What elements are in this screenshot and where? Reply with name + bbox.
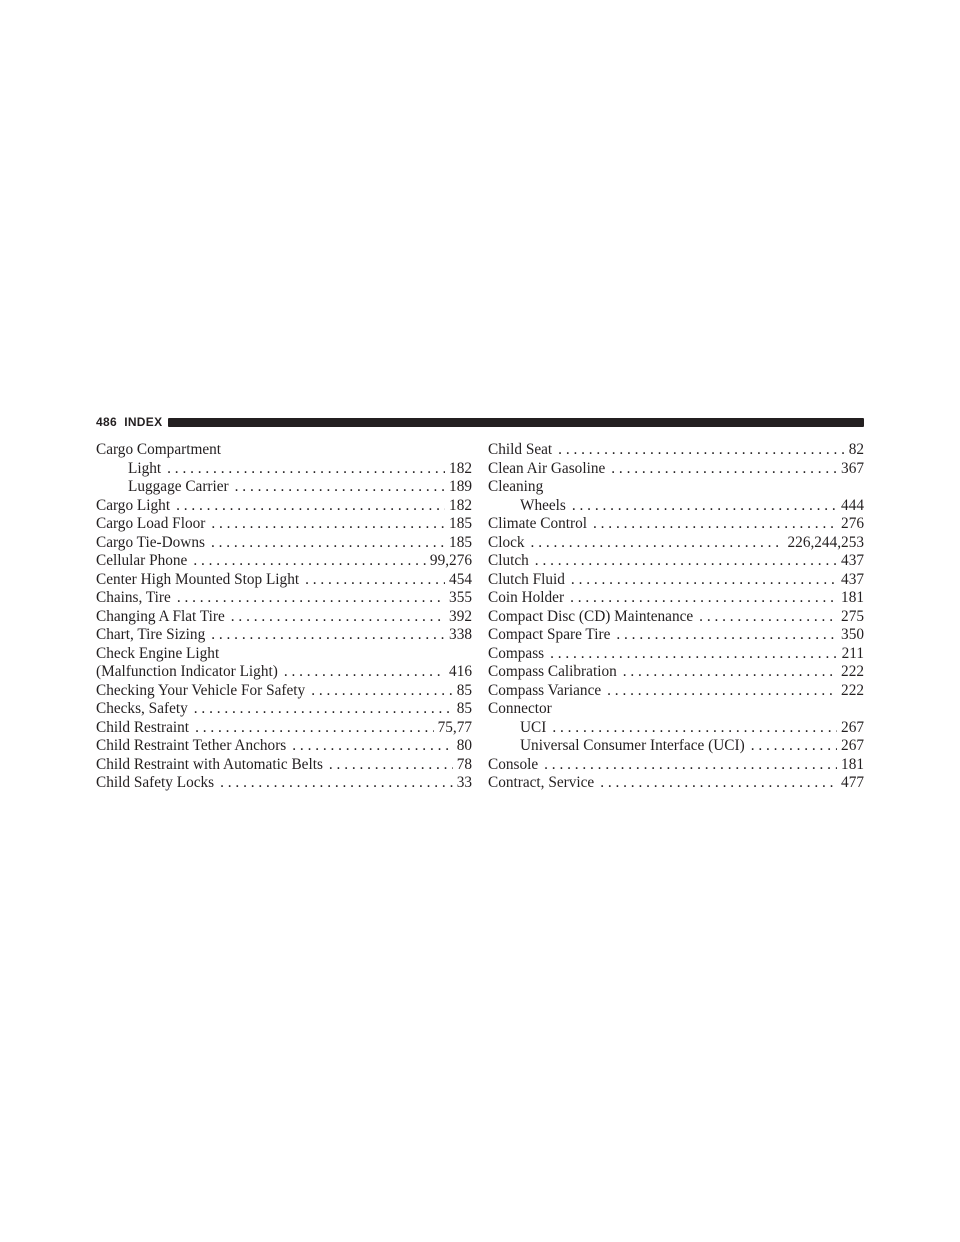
index-entry (488, 460, 864, 479)
index-entry-term: Light (128, 459, 162, 477)
index-entry-term: Clutch (488, 552, 529, 569)
dot-leader (570, 589, 837, 608)
index-entry-page: 267 (841, 718, 864, 736)
index-entry-page: 367 (841, 459, 864, 477)
index-entry-term: Child Safety Locks (96, 774, 215, 791)
index-entry-page: 82 (848, 441, 864, 458)
index-entry-term: Clock (488, 533, 525, 551)
index-entry-page: 99,276 (429, 552, 472, 569)
index-entry (96, 663, 472, 682)
index-entry-page: 392 (449, 607, 472, 625)
index-entry (488, 626, 864, 645)
dot-leader (194, 700, 453, 719)
index-entry-term: Changing A Flat Tire (96, 607, 225, 625)
index-entry-page: 437 (841, 552, 864, 569)
dot-leader (593, 515, 837, 534)
index-entry-page: 182 (449, 496, 472, 514)
dot-leader (607, 682, 837, 701)
index-entry (96, 608, 472, 627)
index-entry-page: 85 (456, 700, 472, 717)
index-entry (488, 682, 864, 701)
index-entry (96, 756, 472, 775)
index-entry (96, 515, 472, 534)
index-entry (488, 589, 864, 608)
dot-leader (558, 441, 845, 460)
index-entry (96, 478, 472, 497)
dot-leader (550, 645, 838, 664)
index-entry-term: Child Restraint (96, 718, 190, 736)
index-entry-term: Child Restraint with Automatic Belts (96, 755, 323, 773)
index-entry-term: Child Restraint Tether Anchors (96, 737, 287, 754)
index-entry-page: 189 (449, 478, 472, 495)
index-entry-page: 181 (841, 755, 864, 773)
dot-leader (623, 663, 837, 682)
index-entry-page: 355 (449, 589, 472, 606)
index-entry-term: Clean Air Gasoline (488, 459, 606, 477)
dot-leader (544, 756, 837, 775)
index-entry-page: 222 (841, 681, 864, 699)
index-entry-term: Wheels (520, 496, 566, 514)
index-entry-term: (Malfunction Indicator Light) (96, 663, 278, 680)
index-entry (488, 774, 864, 793)
page-header-label (96, 415, 162, 429)
dot-leader (571, 571, 837, 590)
index-entry-term: Cellular Phone (96, 552, 188, 569)
index-entry (96, 589, 472, 608)
dot-leader (167, 460, 445, 479)
index-entry (488, 719, 864, 738)
index-entry-term: Contract, Service (488, 774, 595, 791)
index-entry-page: 338 (449, 626, 472, 643)
index-entry-term: Checks, Safety (96, 700, 188, 717)
index-entry (96, 441, 472, 460)
index-entry-page: 350 (841, 626, 864, 643)
index-entry (488, 441, 864, 460)
index-entry (96, 737, 472, 756)
index-entry-term: Cargo Load Floor (96, 515, 206, 532)
index-entry (488, 552, 864, 571)
index-entry (488, 478, 864, 497)
dot-leader (284, 663, 445, 682)
dot-leader (311, 682, 453, 701)
dot-leader (177, 589, 445, 608)
index-entry-term: Checking Your Vehicle For Safety (96, 681, 306, 699)
index-entry (96, 645, 472, 664)
index-entry (96, 682, 472, 701)
index-entry-page: 226,244,253 (787, 533, 864, 551)
index-entry-term: Compass Calibration (488, 663, 617, 680)
index-entry-term: Compact Spare Tire (488, 626, 611, 643)
index-entry-page: 181 (841, 589, 864, 606)
index-entry (488, 608, 864, 627)
index-entry (96, 460, 472, 479)
dot-leader (292, 737, 452, 756)
index-entry-term: Chart, Tire Sizing (96, 626, 206, 643)
index-entry (488, 571, 864, 590)
index-entry-term: Check Engine Light (96, 644, 220, 662)
index-entry (488, 663, 864, 682)
dot-leader (552, 719, 837, 738)
index-entry-page: 75,77 (437, 718, 472, 736)
index-entry-page: 437 (841, 570, 864, 588)
dot-leader (211, 626, 445, 645)
index-entry (488, 645, 864, 664)
index-entry (96, 534, 472, 553)
index-entry-term: Cargo Light (96, 496, 171, 514)
index-column-left (96, 441, 472, 793)
index-entry (488, 534, 864, 553)
index-entry-page: 85 (456, 681, 472, 699)
index-entry (488, 756, 864, 775)
page-number: 486 (96, 415, 117, 429)
index-entry-page: 78 (456, 755, 472, 773)
index-entry-term: Cargo Tie-Downs (96, 533, 205, 551)
index-entry-page: 182 (449, 459, 472, 477)
dot-leader (231, 608, 445, 627)
index-entry-page: 276 (841, 515, 864, 532)
dot-leader (176, 497, 445, 516)
index-entry (96, 571, 472, 590)
index-entry-page: 80 (456, 737, 472, 754)
index-column-right (488, 441, 864, 793)
index-entry-page: 267 (841, 737, 864, 754)
index-entry (488, 737, 864, 756)
dot-leader (193, 552, 426, 571)
index-entry-page: 454 (449, 570, 472, 588)
dot-leader (611, 460, 837, 479)
dot-leader (751, 737, 837, 756)
dot-leader (329, 756, 453, 775)
dot-leader (305, 571, 445, 590)
index-entry-term: Compact Disc (CD) Maintenance (488, 607, 694, 625)
dot-leader (572, 497, 837, 516)
index-entry (488, 700, 864, 719)
index-entry-term: Clutch Fluid (488, 570, 565, 588)
dot-leader (195, 719, 434, 738)
index-entry-page: 185 (449, 515, 472, 532)
index-entry-page: 222 (841, 663, 864, 680)
index-entry (96, 774, 472, 793)
index-entry (96, 626, 472, 645)
index-entry-page: 416 (449, 663, 472, 680)
index-entry-page: 33 (456, 774, 472, 791)
dot-leader (531, 534, 784, 553)
index-entry-term: Compass (488, 644, 545, 662)
index-entry-term: Cleaning (488, 478, 544, 495)
index-entry (96, 497, 472, 516)
index-entry-page: 275 (841, 607, 864, 625)
index-entry-term: Cargo Compartment (96, 441, 222, 458)
index-entry-term: Chains, Tire (96, 589, 171, 606)
index-entry-page: 444 (841, 496, 864, 514)
index-entry-term: Compass Variance (488, 681, 602, 699)
page-header (96, 414, 864, 430)
index-entry-term: UCI (520, 718, 547, 736)
dot-leader (616, 626, 837, 645)
index-entry-term: Coin Holder (488, 589, 565, 606)
index-entry-term: Connector (488, 700, 552, 717)
index-entry-term: Console (488, 755, 539, 773)
index-entry-page: 477 (841, 774, 864, 791)
index-entry-term: Universal Consumer Interface (UCI) (520, 737, 745, 754)
index-entry-term: Luggage Carrier (128, 478, 229, 495)
index-entry (96, 719, 472, 738)
index-entry (488, 515, 864, 534)
dot-leader (211, 515, 445, 534)
section-title: INDEX (124, 415, 163, 429)
dot-leader (699, 608, 837, 627)
dot-leader (211, 534, 445, 553)
index-entry-term: Climate Control (488, 515, 587, 532)
index-entry-page: 211 (841, 644, 864, 662)
index-entry (96, 700, 472, 719)
dot-leader (535, 552, 837, 571)
header-rule (168, 418, 864, 427)
index-entry-page: 185 (449, 533, 472, 551)
dot-leader (600, 774, 837, 793)
index-entry (488, 497, 864, 516)
dot-leader (220, 774, 453, 793)
dot-leader (235, 478, 445, 497)
index-entry-term: Child Seat (488, 441, 553, 458)
index-entry (96, 552, 472, 571)
index-entry-term: Center High Mounted Stop Light (96, 570, 300, 588)
